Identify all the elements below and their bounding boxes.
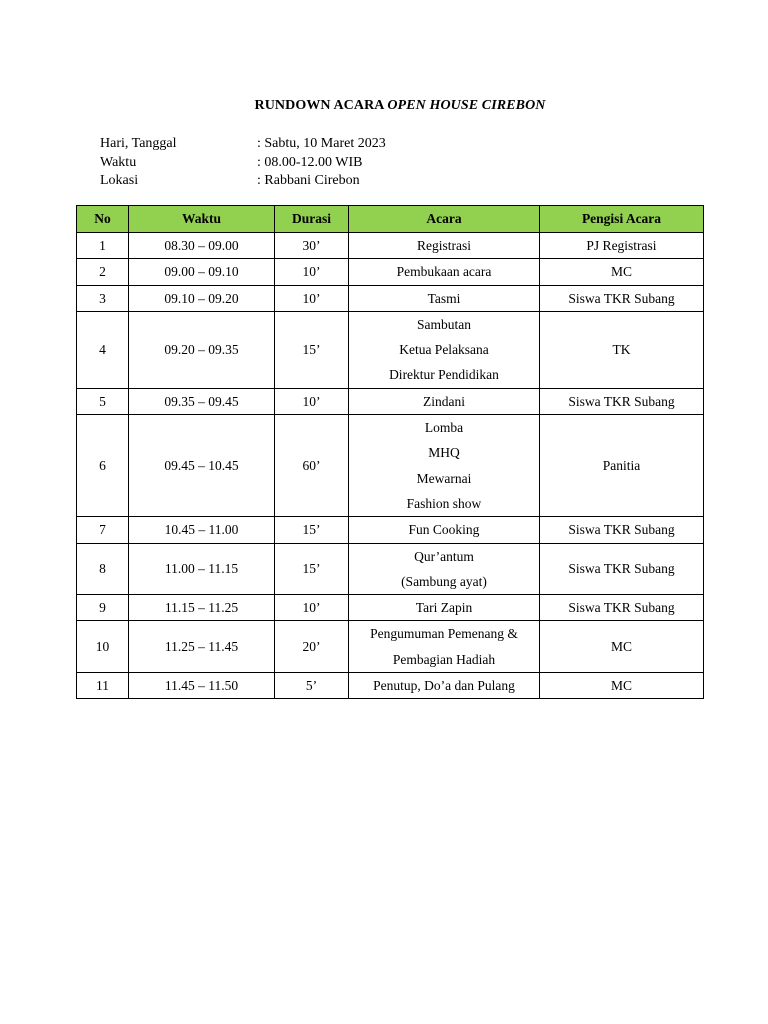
cell-no: 3 bbox=[77, 285, 129, 311]
acara-line: Pengumuman Pemenang & bbox=[370, 626, 518, 642]
info-row-location bbox=[100, 172, 386, 191]
acara-line: Fun Cooking bbox=[408, 522, 480, 538]
info-label: Waktu bbox=[100, 154, 137, 170]
cell-pengisi-acara: MC bbox=[540, 259, 704, 285]
cell-durasi: 15’ bbox=[275, 543, 349, 595]
acara-line: MHQ bbox=[428, 445, 460, 461]
table-row bbox=[77, 621, 704, 673]
cell-pengisi-acara: Siswa TKR Subang bbox=[540, 517, 704, 543]
table-header-row bbox=[77, 206, 704, 233]
cell-acara bbox=[349, 673, 540, 699]
table-row bbox=[77, 543, 704, 595]
header-acara: Acara bbox=[349, 206, 540, 233]
table-row bbox=[77, 311, 704, 388]
cell-pengisi-acara: PJ Registrasi bbox=[540, 233, 704, 259]
table-row bbox=[77, 673, 704, 699]
info-row-date bbox=[100, 135, 386, 154]
cell-waktu: 09.45 – 10.45 bbox=[129, 415, 275, 517]
header-no: No bbox=[77, 206, 129, 233]
header-pengisi-acara: Pengisi Acara bbox=[540, 206, 704, 233]
acara-line: Tasmi bbox=[427, 290, 461, 306]
table-body bbox=[77, 233, 704, 699]
cell-durasi: 10’ bbox=[275, 388, 349, 414]
cell-no: 5 bbox=[77, 388, 129, 414]
cell-waktu: 11.45 – 11.50 bbox=[129, 673, 275, 699]
header-waktu: Waktu bbox=[129, 206, 275, 233]
cell-no: 7 bbox=[77, 517, 129, 543]
cell-waktu: 09.00 – 09.10 bbox=[129, 259, 275, 285]
table-row bbox=[77, 259, 704, 285]
cell-waktu: 09.35 – 09.45 bbox=[129, 388, 275, 414]
cell-waktu: 10.45 – 11.00 bbox=[129, 517, 275, 543]
acara-line: Lomba bbox=[424, 420, 464, 436]
info-row-time bbox=[100, 154, 386, 173]
cell-acara bbox=[349, 415, 540, 517]
cell-waktu: 11.25 – 11.45 bbox=[129, 621, 275, 673]
rundown-table bbox=[76, 205, 704, 699]
cell-no: 9 bbox=[77, 595, 129, 621]
acara-line: Registrasi bbox=[417, 238, 471, 253]
acara-line: Tari Zapin bbox=[415, 600, 473, 616]
cell-durasi: 15’ bbox=[275, 311, 349, 388]
acara-line: Qur’antum bbox=[414, 548, 474, 564]
cell-pengisi-acara: MC bbox=[540, 621, 704, 673]
cell-no: 11 bbox=[77, 673, 129, 699]
acara-line: Pembagian Hadiah bbox=[392, 651, 496, 667]
cell-acara bbox=[349, 543, 540, 595]
cell-pengisi-acara: MC bbox=[540, 673, 704, 699]
cell-pengisi-acara: Siswa TKR Subang bbox=[540, 388, 704, 414]
cell-no: 10 bbox=[77, 621, 129, 673]
acara-line: Ketua Pelaksana bbox=[399, 342, 489, 358]
cell-waktu: 09.20 – 09.35 bbox=[129, 311, 275, 388]
table-row bbox=[77, 388, 704, 414]
cell-no: 4 bbox=[77, 311, 129, 388]
table-row bbox=[77, 285, 704, 311]
cell-pengisi-acara: Siswa TKR Subang bbox=[540, 285, 704, 311]
cell-no: 2 bbox=[77, 259, 129, 285]
cell-waktu: 08.30 – 09.00 bbox=[129, 233, 275, 259]
cell-durasi: 10’ bbox=[275, 595, 349, 621]
cell-acara bbox=[349, 285, 540, 311]
acara-line: Sambutan bbox=[417, 316, 471, 332]
cell-waktu: 11.00 – 11.15 bbox=[129, 543, 275, 595]
cell-no: 1 bbox=[77, 233, 129, 259]
cell-waktu: 11.15 – 11.25 bbox=[129, 595, 275, 621]
cell-pengisi-acara: TK bbox=[540, 311, 704, 388]
cell-acara bbox=[349, 259, 540, 285]
cell-acara bbox=[349, 621, 540, 673]
acara-line: Fashion show bbox=[406, 495, 482, 511]
header-durasi: Durasi bbox=[275, 206, 349, 233]
info-value: : Sabtu, 10 Maret 2023 bbox=[257, 136, 386, 151]
cell-durasi: 10’ bbox=[275, 259, 349, 285]
cell-durasi: 10’ bbox=[275, 285, 349, 311]
page-title bbox=[0, 98, 768, 114]
cell-waktu: 09.10 – 09.20 bbox=[129, 285, 275, 311]
cell-acara bbox=[349, 517, 540, 543]
cell-durasi: 15’ bbox=[275, 517, 349, 543]
info-label: Lokasi bbox=[100, 173, 139, 188]
info-label: Hari, Tanggal bbox=[100, 136, 177, 151]
acara-line: Pembukaan acara bbox=[396, 264, 492, 280]
info-value: : 08.00-12.00 WIB bbox=[257, 154, 363, 170]
cell-acara bbox=[349, 595, 540, 621]
cell-acara bbox=[349, 388, 540, 414]
table-row bbox=[77, 233, 704, 259]
cell-pengisi-acara: Siswa TKR Subang bbox=[540, 595, 704, 621]
cell-durasi: 30’ bbox=[275, 233, 349, 259]
table-row bbox=[77, 415, 704, 517]
page-title-plain: RUNDOWN ACARA bbox=[254, 98, 388, 113]
cell-acara bbox=[349, 311, 540, 388]
acara-line: (Sambung ayat) bbox=[401, 573, 487, 589]
cell-acara bbox=[349, 233, 540, 259]
table-row bbox=[77, 595, 704, 621]
acara-line: Direktur Pendidikan bbox=[389, 367, 499, 383]
acara-line: Penutup, Do’a dan Pulang bbox=[373, 678, 515, 694]
acara-line: Zindani bbox=[423, 393, 465, 409]
event-info bbox=[100, 135, 386, 191]
cell-durasi: 60’ bbox=[275, 415, 349, 517]
cell-pengisi-acara: Panitia bbox=[540, 415, 704, 517]
table-row bbox=[77, 517, 704, 543]
cell-no: 6 bbox=[77, 415, 129, 517]
cell-durasi: 20’ bbox=[275, 621, 349, 673]
page-title-italic: OPEN HOUSE CIREBON bbox=[387, 98, 546, 113]
cell-pengisi-acara: Siswa TKR Subang bbox=[540, 543, 704, 595]
cell-no: 8 bbox=[77, 543, 129, 595]
cell-durasi: 5’ bbox=[275, 673, 349, 699]
info-value: : Rabbani Cirebon bbox=[257, 173, 360, 188]
acara-line: Mewarnai bbox=[416, 470, 472, 486]
